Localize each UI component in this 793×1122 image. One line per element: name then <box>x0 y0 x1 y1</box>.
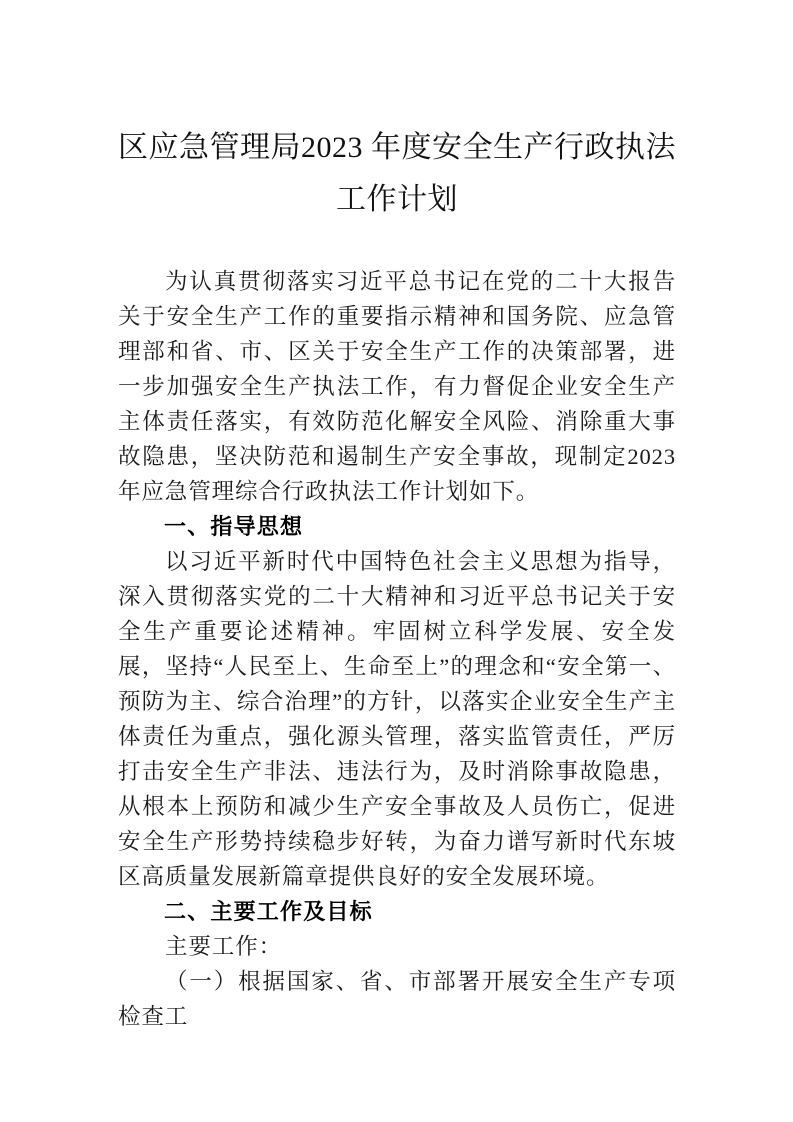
section-two-item-one: （一）根据国家、省、市部署开展安全生产专项检查工 <box>118 969 676 1029</box>
section-heading-one: 一、指导思想 <box>164 514 304 539</box>
page-title <box>118 0 676 226</box>
section-heading-two: 二、主要工作及目标 <box>164 899 373 924</box>
page-title-line-2: 工作计划 <box>336 183 458 216</box>
section-two-label: 主要工作： <box>165 934 283 959</box>
intro-paragraph: 为认真贯彻落实习近平总书记在党的二十大报告关于安全生产工作的重要指示精神和国务院、应急管理部和省、市、区关于安全生产工作的决策部署，进一步加强安全生产执法工作，有力督促企业安全生产主体责任落实，有效防范化解安全风险、消除重大事故隐患，坚决防范和遏制生产安全事故，现制定2023 年应急管理综合行政执法工作计划如下。 <box>118 269 676 504</box>
page-title-line-1: 区应急管理局2023 年度安全生产行政执法 <box>118 131 676 164</box>
section-one-paragraph: 以习近平新时代中国特色社会主义思想为指导，深入贯彻落实党的二十大精神和习近平总书记关于安全生产重要论述精神。牢固树立科学发展、安全发展，坚持“人民至上、生命至上”的理念和“安全第一、预防为主、综合治理”的方针，以落实企业安全生产主体责任为重点，强化源头管理，落实监管责任，严厉打击安全生产非法、违法行为，及时消除事故隐患，从根本上预防和减少生产安全事故及人员伤亡，促进安全生产形势持续稳步好转，为奋力谱写新时代东坡区高质量发展新篇章提供良好的安全发展环境。 <box>118 549 676 889</box>
document-content <box>118 0 676 1034</box>
document-body <box>118 264 676 1034</box>
